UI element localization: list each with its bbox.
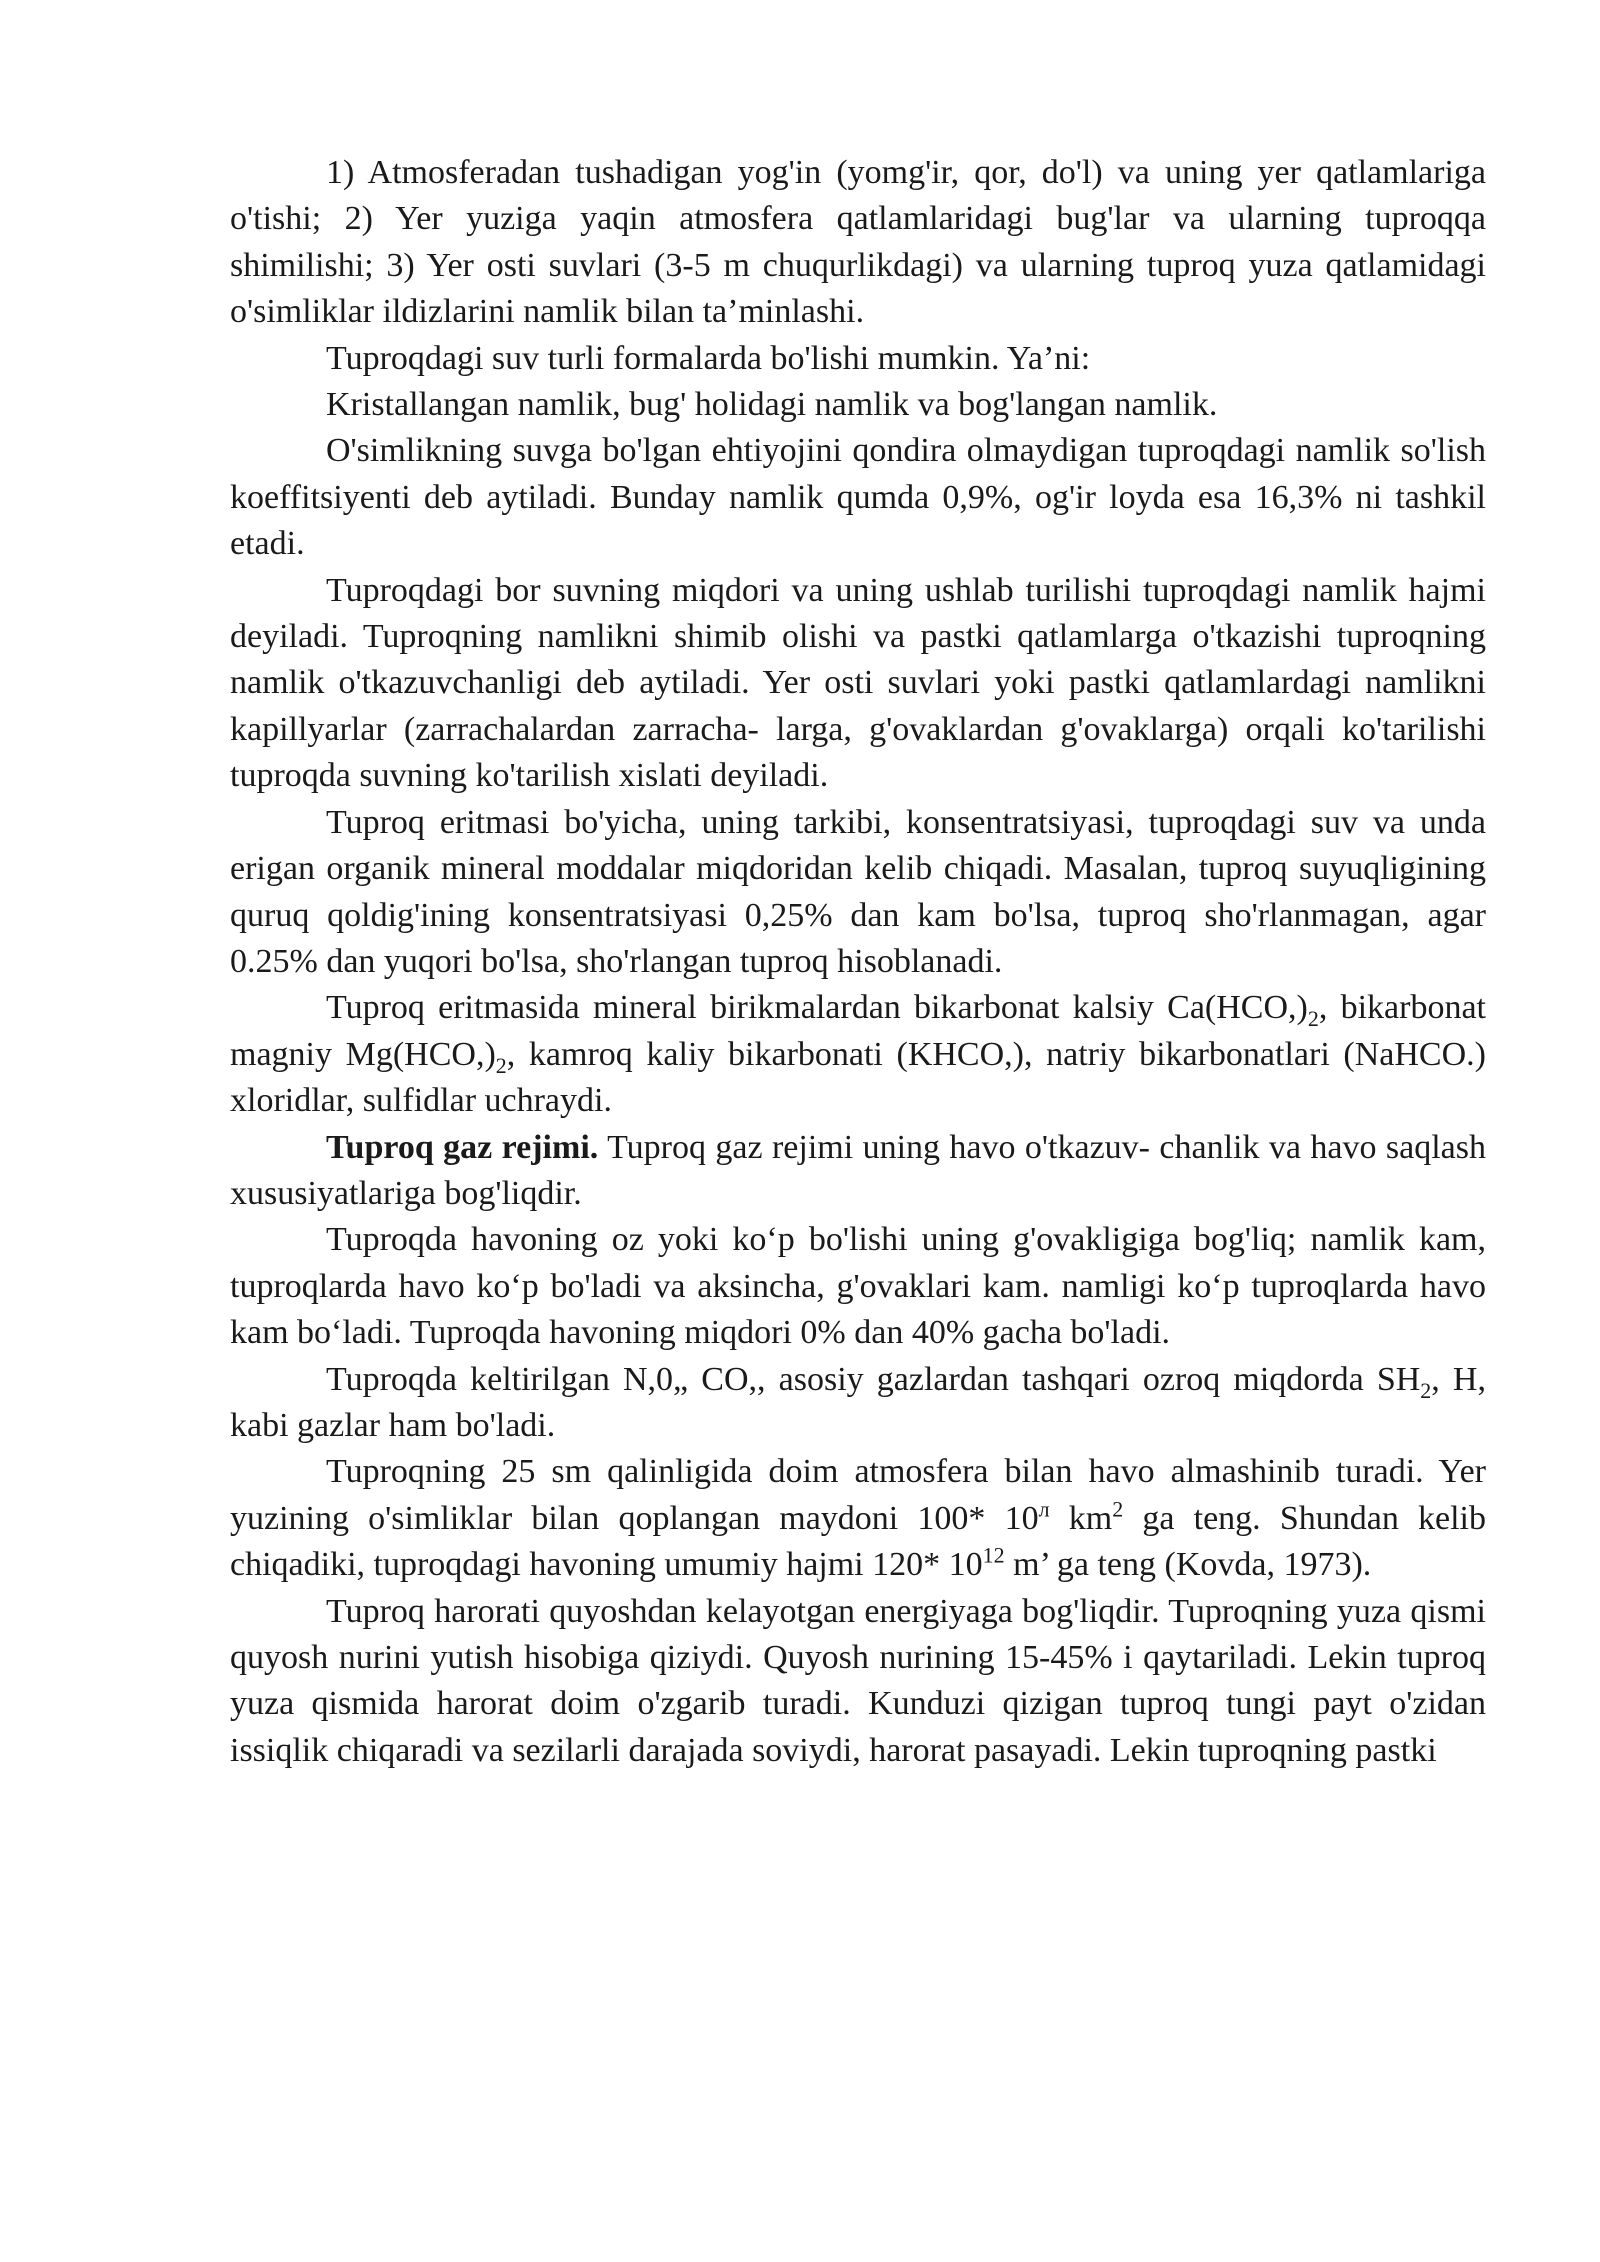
paragraph-air-exchange (230, 1449, 1486, 1588)
paragraph-air-porosity: Tuproqda havoning oz yoki ko‘p bo'lishi uning g'ovakligiga bog'liq; namlik kam, tuproqlarda havo ko‘p bo'ladi va aksincha, g'ovaklari kam. namligi ko‘p tuproqlarda havo kam bo‘ladi. Tuproqda havoning miqdori 0% dan 40% gacha bo'ladi. (230, 1221, 1486, 1352)
paragraph-soil-temperature: Tuproq harorati quyoshdan kelayotgan energiyaga bog'liqdir. Tuproqning yuza qismi quyosh nurini yutish hisobiga qiziydi. Quyosh nurining 15-45% i qaytariladi. Lekin tuproq yuza qismida harorat doim o'zgarib turadi. Kunduzi qizigan tuproq tungi payt o'zidan issiqlik chiqaradi va sezilarli darajada soviydi, harorat pasayadi. Lekin tuproqning pastki (230, 1592, 1486, 1769)
subscript: 2 (495, 1052, 507, 1078)
text-run: km (1049, 1499, 1113, 1537)
text-run: Tuproq eritmasida mineral birikmalardan bikarbonat kalsiy Ca(HCO,) (326, 989, 1308, 1027)
text-run: m’ ga teng (Kovda, 1973). (1004, 1546, 1372, 1584)
text-run: , bikarbonat magniy Mg(HCO,) (230, 989, 1486, 1073)
text-run: , kamroq kaliy bikarbonati (KHCO,), natriy bikarbonatlari (NaHCO.) xloridlar, sulfidlar uchraydi. (230, 1035, 1486, 1120)
paragraph-soil-gases (230, 1357, 1486, 1450)
text-run: , H, kabi gazlar ham bo'ladi. (230, 1360, 1486, 1444)
paragraph-water-forms: Tuproqdagi suv turli formalarda bo'lishi mumkin. Ya’ni: (326, 339, 1091, 377)
paragraph-moisture-sources: 1) Atmosferadan tushadigan yog'in (yomg'ir, qor, do'l) va uning yer qatlamlariga o'tishi; 2) Yer yuziga yaqin atmosfera qatlamlaridagi bug'lar va ularning tuproqqa shimilishi; 3) Yer osti suvlari (3-5 m chuqurlikdagi) va ularning tuproq yuza qatlamidagi o'simliklar ildizlarini namlik bilan ta’minlashi. (230, 154, 1486, 331)
text-run: Tuproqda keltirilgan N,0„ CO,, asosiy gazlardan tashqari ozroq miqdorda SH (326, 1360, 1421, 1398)
paragraph-gas-regime (230, 1125, 1486, 1218)
text-run: Tuproqning 25 sm qalinligida doim atmosfera bilan havo almashinib turadi. Yer yuzining o'simliklar bilan qoplangan maydoni 100* 10 (230, 1453, 1486, 1537)
text-run: ga teng. Shundan kelib chiqadiki, tuproqdagi havoning umumiy hajmi 120* 10 (230, 1499, 1486, 1584)
subscript: 2 (1420, 1377, 1432, 1403)
superscript: 2 (1112, 1496, 1124, 1522)
paragraph-wilting-coefficient: O'simlikning suvga bo'lgan ehtiyojini qondira olmaydigan tuproqdagi namlik so'lish koeffitsiyenti deb aytiladi. Bunday namlik qumda 0,9%, og'ir loyda esa 16,3% ni tashkil etadi. (230, 432, 1486, 563)
section-heading-gas-regime: Tuproq gaz rejimi. (326, 1128, 599, 1166)
paragraph-soil-solution: Tuproq eritmasi bo'yicha, uning tarkibi, konsentratsiyasi, tuproqdagi suv va unda erigan organik mineral moddalar miqdoridan kelib chiqadi. Masalan, tuproq suyuqligining quruq qoldig'ining konsentratsiyasi 0,25% dan kam bo'lsa, tuproq sho'rlanmagan, agar 0.25% dan yuqori bo'lsa, sho'rlangan tuproq hisoblanadi. (230, 803, 1486, 980)
subscript: 2 (1307, 1006, 1319, 1032)
document-page (230, 150, 1486, 1774)
superscript: 12 (982, 1542, 1005, 1568)
text-run: Tuproq gaz rejimi uning havo o'tkazuv- chanlik va havo saqlash xususiyatlariga bog'liqdir. (230, 1128, 1486, 1212)
superscript: л (1038, 1496, 1050, 1522)
paragraph-bicarbonates (230, 985, 1486, 1124)
paragraph-moisture-types: Kristallangan namlik, bug' holidagi namlik va bog'langan namlik. (326, 386, 1218, 424)
paragraph-moisture-capacity: Tuproqdagi bor suvning miqdori va uning ushlab turilishi tuproqdagi namlik hajmi deyiladi. Tuproqning namlikni shimib olishi va pastki qatlamlarga o'tkazishi tuproqning namlik o'tkazuvchanligi deb aytiladi. Yer osti suvlari yoki pastki qatlamlardagi namlikni kapillyarlar (zarrachalardan zarracha- larga, g'ovaklardan g'ovaklarga) orqali ko'tarilishi tuproqda suvning ko'tarilish xislati deyiladi. (230, 571, 1486, 795)
